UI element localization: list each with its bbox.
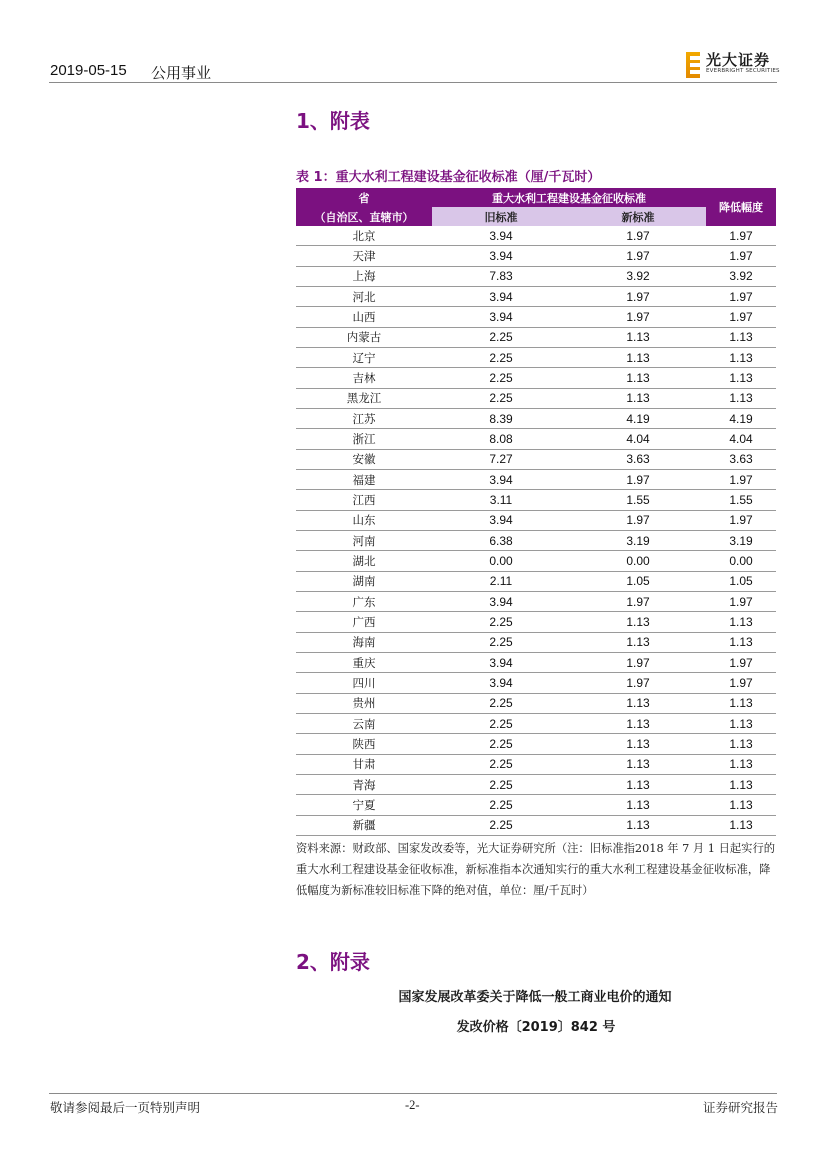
cell-old: 3.94 [432,510,570,530]
cell-drop: 1.13 [706,347,776,367]
table-row [296,429,776,449]
cell-drop: 3.19 [706,530,776,550]
cell-new: 1.97 [570,673,706,693]
cell-province: 黑龙江 [296,388,432,408]
cell-drop: 1.05 [706,571,776,591]
cell-province: 重庆 [296,652,432,672]
table-row [296,734,776,754]
cell-new: 1.13 [570,632,706,652]
cell-province: 福建 [296,469,432,489]
table-row [296,510,776,530]
table-row [296,226,776,246]
cell-province: 北京 [296,226,432,246]
cell-new: 1.97 [570,226,706,246]
cell-new: 3.63 [570,449,706,469]
table-row [296,347,776,367]
cell-drop: 1.13 [706,632,776,652]
cell-new: 1.05 [570,571,706,591]
footer-disclaimer: 敬请参阅最后一页特别声明 [50,1100,201,1115]
cell-new: 3.92 [570,266,706,286]
col-header-old: 旧标准 [432,207,570,226]
report-category: 公用事业 [151,65,212,82]
source-note: 资料来源：财政部、国家发改委等，光大证券研究所（注：旧标准指2018 年 7 月 1 日起实行的重大水利工程建设基金征收标准，新标准指本次通知实行的重大水利工程建设基金征收标准，降低幅度为新标准较旧标准下降的绝对值，单位：厘/千瓦时） [296,842,776,897]
cell-drop: 4.04 [706,429,776,449]
cell-drop: 1.97 [706,226,776,246]
logo-text-cn: 光大证券 [706,51,771,69]
cell-province: 上海 [296,266,432,286]
col-header-drop: 降低幅度 [706,188,776,226]
table-row [296,673,776,693]
cell-province: 宁夏 [296,795,432,815]
cell-drop: 1.97 [706,510,776,530]
cell-old: 2.25 [432,815,570,835]
cell-province: 陕西 [296,734,432,754]
cell-province: 山东 [296,510,432,530]
cell-province: 甘肃 [296,754,432,774]
table-row [296,612,776,632]
cell-drop: 1.55 [706,490,776,510]
table-row [296,388,776,408]
cell-new: 1.97 [570,307,706,327]
cell-drop: 1.97 [706,307,776,327]
cell-province: 浙江 [296,429,432,449]
cell-new: 1.97 [570,652,706,672]
cell-drop: 1.13 [706,368,776,388]
cell-province: 湖南 [296,571,432,591]
logo-text-en: EVERBRIGHT SECURITIES [706,68,780,74]
cell-province: 江西 [296,490,432,510]
cell-drop: 1.97 [706,591,776,611]
cell-new: 1.97 [570,286,706,306]
cell-drop: 1.97 [706,246,776,266]
cell-province: 河北 [296,286,432,306]
cell-old: 2.25 [432,347,570,367]
col-header-province-sub: （自治区、直辖市） [296,207,432,226]
col-header-province: 省 [296,188,432,207]
cell-province: 海南 [296,632,432,652]
table-row [296,693,776,713]
cell-province: 内蒙古 [296,327,432,347]
cell-new: 1.13 [570,713,706,733]
section-title-appendix-table: 1、附表 [296,109,370,133]
cell-new: 1.13 [570,815,706,835]
cell-drop: 1.13 [706,815,776,835]
table-row [296,774,776,794]
header-divider [49,82,777,83]
cell-province: 天津 [296,246,432,266]
table-row [296,652,776,672]
cell-province: 四川 [296,673,432,693]
cell-drop: 0.00 [706,551,776,571]
cell-old: 2.25 [432,327,570,347]
cell-province: 河南 [296,530,432,550]
cell-old: 3.94 [432,469,570,489]
cell-province: 江苏 [296,408,432,428]
table-row [296,795,776,815]
cell-old: 2.25 [432,632,570,652]
notice-number: 发改价格〔2019〕842 号 [456,1020,616,1035]
cell-old: 3.94 [432,307,570,327]
cell-old: 6.38 [432,530,570,550]
cell-new: 1.97 [570,469,706,489]
cell-drop: 1.13 [706,388,776,408]
cell-new: 1.13 [570,795,706,815]
table-row [296,469,776,489]
table-row [296,327,776,347]
notice-title: 国家发展改革委关于降低一般工商业电价的通知 [398,990,672,1005]
cell-new: 1.97 [570,246,706,266]
cell-old: 3.94 [432,673,570,693]
table-row [296,713,776,733]
table-row [296,286,776,306]
table-row [296,754,776,774]
table-row [296,449,776,469]
cell-old: 2.25 [432,612,570,632]
cell-old: 2.11 [432,571,570,591]
cell-province: 青海 [296,774,432,794]
cell-new: 1.13 [570,754,706,774]
logo-mark-icon [686,52,700,78]
cell-province: 吉林 [296,368,432,388]
table-row [296,571,776,591]
page-number: -2- [405,1098,420,1112]
cell-old: 7.27 [432,449,570,469]
cell-new: 4.19 [570,408,706,428]
cell-drop: 1.97 [706,469,776,489]
cell-old: 3.94 [432,226,570,246]
cell-province: 辽宁 [296,347,432,367]
table-row [296,246,776,266]
cell-drop: 1.97 [706,673,776,693]
cell-new: 1.13 [570,327,706,347]
cell-new: 1.13 [570,388,706,408]
cell-province: 云南 [296,713,432,733]
cell-new: 0.00 [570,551,706,571]
table-row [296,551,776,571]
table-body [296,226,776,835]
table-row [296,266,776,286]
cell-old: 3.94 [432,652,570,672]
table-row [296,408,776,428]
cell-new: 4.04 [570,429,706,449]
cell-new: 3.19 [570,530,706,550]
cell-old: 2.25 [432,754,570,774]
cell-province: 湖北 [296,551,432,571]
cell-old: 2.25 [432,693,570,713]
cell-old: 2.25 [432,734,570,754]
cell-old: 3.11 [432,490,570,510]
cell-new: 1.97 [570,510,706,530]
cell-old: 8.08 [432,429,570,449]
cell-new: 1.13 [570,612,706,632]
report-date: 2019-05-15 [50,62,127,79]
cell-province: 贵州 [296,693,432,713]
footer-report-type: 证券研究报告 [703,1100,779,1115]
cell-province: 新疆 [296,815,432,835]
cell-drop: 1.13 [706,693,776,713]
fund-standard-table [296,188,776,836]
col-header-group: 重大水利工程建设基金征收标准 [432,188,706,207]
table-row [296,368,776,388]
cell-drop: 1.13 [706,774,776,794]
cell-old: 2.25 [432,388,570,408]
cell-new: 1.13 [570,368,706,388]
cell-drop: 1.97 [706,652,776,672]
table-row [296,307,776,327]
col-header-new: 新标准 [570,207,706,226]
table-row [296,815,776,835]
cell-drop: 1.13 [706,713,776,733]
cell-new: 1.13 [570,693,706,713]
cell-old: 3.94 [432,246,570,266]
cell-old: 2.25 [432,795,570,815]
cell-drop: 1.13 [706,327,776,347]
cell-drop: 1.13 [706,795,776,815]
table-row [296,591,776,611]
table-row [296,490,776,510]
cell-old: 7.83 [432,266,570,286]
section-title-appendix: 2、附录 [296,950,370,974]
cell-new: 1.13 [570,347,706,367]
cell-drop: 3.92 [706,266,776,286]
table-row [296,632,776,652]
cell-old: 2.25 [432,368,570,388]
cell-old: 8.39 [432,408,570,428]
company-logo [686,52,786,78]
table-row [296,530,776,550]
cell-old: 0.00 [432,551,570,571]
cell-province: 山西 [296,307,432,327]
cell-old: 3.94 [432,591,570,611]
cell-drop: 4.19 [706,408,776,428]
cell-old: 3.94 [432,286,570,306]
table-caption: 表 1：重大水利工程建设基金征收标准（厘/千瓦时） [296,170,601,185]
footer-divider [49,1093,777,1094]
cell-old: 2.25 [432,774,570,794]
cell-drop: 1.13 [706,734,776,754]
cell-old: 2.25 [432,713,570,733]
cell-drop: 1.97 [706,286,776,306]
cell-province: 广西 [296,612,432,632]
cell-new: 1.55 [570,490,706,510]
cell-drop: 3.63 [706,449,776,469]
cell-new: 1.97 [570,591,706,611]
cell-province: 安徽 [296,449,432,469]
cell-new: 1.13 [570,734,706,754]
cell-drop: 1.13 [706,754,776,774]
cell-province: 广东 [296,591,432,611]
cell-new: 1.13 [570,774,706,794]
cell-drop: 1.13 [706,612,776,632]
